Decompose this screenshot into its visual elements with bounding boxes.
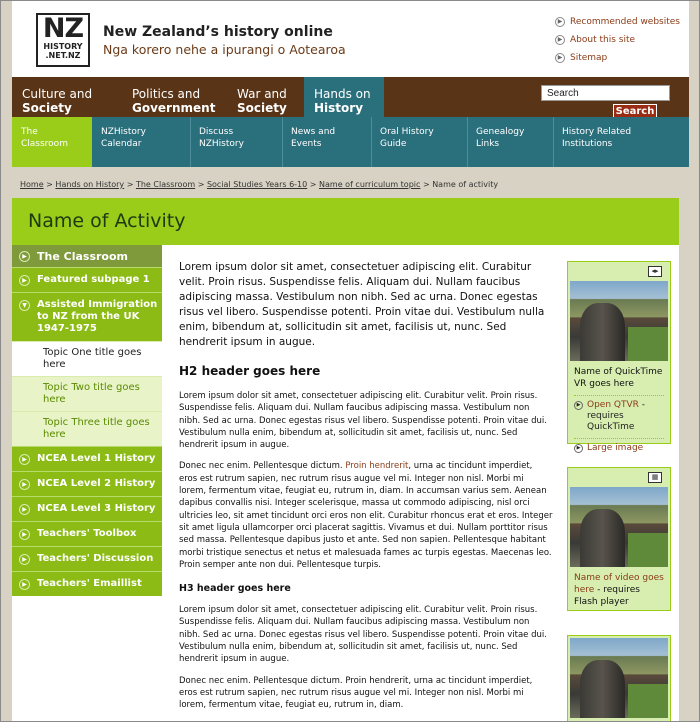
- paragraph: [179, 460, 553, 571]
- lawn-shape: [628, 684, 668, 718]
- breadcrumb-the-classroom[interactable]: The Classroom: [135, 180, 196, 189]
- panorama-icon: ◂▸: [648, 266, 662, 277]
- leftnav-item-featured-subpage[interactable]: [12, 267, 162, 292]
- image-thumbnail[interactable]: [570, 638, 668, 718]
- breadcrumb-home[interactable]: Home: [20, 180, 44, 189]
- mainnav-politics-government[interactable]: [122, 77, 222, 117]
- leftnav-item-teachers-discussion[interactable]: [12, 546, 162, 571]
- subnav-nzhistory-calendar[interactable]: [92, 117, 190, 167]
- leftnav-subitem-topic-two[interactable]: Topic Two title goes here: [12, 376, 162, 411]
- subnav-history-institutions[interactable]: [553, 117, 689, 167]
- video-thumbnail[interactable]: [570, 487, 668, 567]
- open-qtvr-suffix: - requires QuickTime: [587, 400, 645, 432]
- toplink-recommended-websites[interactable]: [555, 13, 680, 31]
- breadcrumb-separator: >: [309, 180, 317, 189]
- subnav-line2: Classroom: [21, 139, 68, 149]
- site-header: [12, 1, 689, 77]
- search-button[interactable]: Search: [613, 104, 657, 120]
- open-qtvr-text: [587, 400, 664, 433]
- subnav-line2: Links: [476, 139, 500, 149]
- chevron-right-icon: ▶: [19, 275, 30, 286]
- breadcrumb-hands-on-history[interactable]: Hands on History: [55, 180, 125, 189]
- page-title: Name of Activity: [28, 210, 186, 232]
- breadcrumb-separator: >: [126, 180, 134, 189]
- subnav-discuss-nzhistory[interactable]: [190, 117, 282, 167]
- site-logo[interactable]: [36, 13, 90, 67]
- lead-paragraph: Lorem ipsum dolor sit amet, consectetuer adipiscing elit. Curabitur velit. Proin risus. Suspendisse felis. Aliquam dui. Nullam faucibus adipiscing massa. Vestibulum non nibh. Sed ac urna. Donec egestas risus vel libero. Suspendisse potenti. Proin vitae dui. Vestibulum nulla enim, bibendum at, sollicitudin sit amet, facilisis ut, nunc. Sed hendrerit ipsum in augue.: [179, 261, 545, 348]
- paragraph-text: Donec nec enim. Pellentesque dictum.: [179, 461, 346, 472]
- open-qtvr-link[interactable]: Open QTVR: [587, 400, 639, 410]
- large-image-row: [568, 439, 670, 454]
- chevron-right-icon: ▶: [19, 579, 30, 590]
- breadcrumb-separator: >: [46, 180, 53, 189]
- breadcrumb-curriculum-topic[interactable]: Name of curriculum topic: [319, 180, 421, 189]
- main-content: [179, 260, 553, 721]
- chevron-right-icon: ▶: [555, 35, 565, 45]
- leftnav-item-assisted-immigration[interactable]: [12, 292, 162, 341]
- video-caption: [568, 567, 670, 608]
- subnav-line1: NZHistory: [101, 127, 146, 137]
- subnav-oral-history-guide[interactable]: [371, 117, 467, 167]
- mainnav-line1: War and: [237, 87, 287, 101]
- chevron-right-icon: ▶: [19, 454, 30, 465]
- leftnav-item-ncea-3[interactable]: [12, 496, 162, 521]
- leftnav-item-teachers-emaillist[interactable]: [12, 571, 162, 596]
- paragraph: Donec nec enim. Pellentesque dictum. Proin hendrerit, urna ac tincidunt imperdiet, eros est rutrum sapien, nec rutrum risus augue vel mi. Integer non nisl. Morbi mi lorem, fermentum vitae, feugiat eu, rutrum in, diam.: [179, 675, 533, 711]
- logo-nz: NZ: [42, 13, 84, 44]
- leftnav-item-label: Featured subpage 1: [37, 274, 150, 285]
- leftnav-heading-label: The Classroom: [37, 249, 128, 263]
- inline-link[interactable]: Proin hendrerit: [345, 461, 409, 472]
- chevron-right-icon: ▶: [574, 444, 583, 453]
- chevron-right-icon: ▶: [555, 17, 565, 27]
- leftnav-item-label: NCEA Level 3 History: [37, 503, 156, 514]
- leftnav-subitem-topic-one[interactable]: Topic One title goes here: [12, 341, 162, 376]
- breadcrumb-separator: >: [197, 180, 205, 189]
- leftnav-item-label: Teachers' Discussion: [37, 553, 154, 564]
- mainnav-line2: Society: [237, 101, 287, 115]
- breadcrumb-separator: >: [422, 180, 430, 189]
- building-shape: [580, 660, 625, 718]
- leftnav-item-label: Teachers' Toolbox: [37, 528, 137, 539]
- toplink-sitemap[interactable]: [555, 49, 680, 67]
- subnav-line1: The: [21, 127, 38, 137]
- video-widget: [567, 467, 671, 611]
- mainnav-culture-society[interactable]: [12, 77, 112, 117]
- leftnav-item-ncea-2[interactable]: [12, 471, 162, 496]
- mainnav-line2: Government: [132, 101, 216, 115]
- paragraph: Lorem ipsum dolor sit amet, consectetuer adipiscing elit. Curabitur velit. Proin risus. Suspendisse felis. Aliquam dui. Nullam faucibus adipiscing massa. Vestibulum non nibh. Sed ac urna. Donec egestas risus vel libero. Suspendisse potenti. Proin vitae dui. Vestibulum nulla enim, bibendum at, sollicitudin sit amet, facilisis ut, nunc. Sed hendrerit ipsum in augue.: [179, 605, 547, 665]
- qtvr-caption: Name of QuickTime VR goes here: [574, 367, 663, 389]
- mainnav-line1: Culture and: [22, 87, 93, 101]
- toplink-about[interactable]: [555, 31, 680, 49]
- subnav-line2: Calendar: [101, 139, 142, 149]
- subnav-line1: Discuss: [199, 127, 234, 137]
- mainnav-hands-on-history[interactable]: [304, 77, 384, 117]
- building-shape: [580, 303, 625, 361]
- chevron-right-icon: ▶: [19, 554, 30, 565]
- leftnav-item-label: Assisted Immigration to NZ from the UK 1947-1975: [37, 299, 158, 334]
- large-image-link[interactable]: Large image: [587, 443, 644, 453]
- sub-nav: [12, 117, 689, 167]
- leftnav-item-label: NCEA Level 1 History: [37, 453, 156, 464]
- title-band: [12, 198, 679, 245]
- chevron-right-icon: ▶: [19, 504, 30, 515]
- subnav-line2: Guide: [380, 139, 407, 149]
- site-subtitle: Nga korero nehe a ipurangi o Aotearoa: [103, 42, 346, 57]
- breadcrumb-current: Name of activity: [432, 180, 499, 189]
- h2-header: H2 header goes here: [179, 364, 321, 378]
- qtvr-widget: [567, 261, 671, 453]
- top-links: [555, 13, 680, 67]
- lawn-shape: [628, 533, 668, 567]
- mainnav-war-society[interactable]: [227, 77, 307, 117]
- image-widget: [567, 635, 671, 722]
- paragraph: Lorem ipsum dolor sit amet, consectetuer adipiscing elit. Curabitur velit. Proin risus. Suspendisse felis. Aliquam dui. Nullam faucibus adipiscing massa. Vestibulum non nibh. Sed ac urna. Donec egestas risus vel libero. Suspendisse potenti. Proin vitae dui. Vestibulum nulla enim, bibendum at, sollicitudin sit amet, facilisis ut, nunc. Sed hendrerit ipsum in augue.: [179, 391, 547, 451]
- subnav-genealogy-links[interactable]: [467, 117, 553, 167]
- leftnav-heading[interactable]: [12, 245, 162, 267]
- toplink-label: About this site: [570, 35, 636, 45]
- subnav-line1: History Related: [562, 127, 632, 137]
- h3-header: H3 header goes here: [179, 583, 291, 595]
- building-shape: [580, 509, 625, 567]
- subnav-line2: Events: [291, 139, 322, 149]
- mainnav-line1: Hands on: [314, 87, 371, 101]
- leftnav-item-teachers-toolbox[interactable]: [12, 521, 162, 546]
- site-title: New Zealand’s history online: [103, 24, 333, 40]
- leftnav-item-ncea-1[interactable]: [12, 446, 162, 471]
- logo-history: HISTORY: [43, 42, 83, 51]
- subnav-line1: Oral History: [380, 127, 434, 137]
- chevron-right-icon: ▶: [19, 529, 30, 540]
- subnav-line2: Institutions: [562, 139, 613, 149]
- mainnav-line2: History: [314, 101, 364, 115]
- film-icon: ▦: [648, 472, 662, 483]
- breadcrumb-social-studies[interactable]: Social Studies Years 6-10: [206, 180, 308, 189]
- mainnav-line2: Society: [22, 101, 72, 115]
- chevron-right-icon: ▶: [574, 401, 583, 410]
- subnav-line1: News and: [291, 127, 336, 137]
- left-nav: [12, 245, 162, 596]
- video-caption-link[interactable]: Name of video goes here: [574, 573, 664, 595]
- logo-netnz: .NET.NZ: [45, 51, 81, 60]
- toplink-label: Recommended websites: [570, 17, 680, 27]
- qtvr-thumbnail[interactable]: [570, 281, 668, 361]
- open-qtvr-row: [568, 396, 670, 433]
- breadcrumb: [20, 180, 498, 189]
- leftnav-item-label: NCEA Level 2 History: [37, 478, 156, 489]
- paragraph-text: , urna ac tincidunt imperdiet, eros est rutrum sapien, nec rutrum risus augue vel mi. Integer non nisl. Morbi mi lorem, fermentum vitae, feugiat eu, rutrum in, diam. In accumsan varius sem. Aenean dapibus convallis nisi. Integer scelerisque, massa ut commodo adipiscing, nisl orci ultricies leo, sit amet tincidunt orci eros non elit. Curabitur rhoncus erat et eros. Integer sit amet ligula ullamcorper orci placerat sagittis. Vivamus et dui. Nullam porttitor risus sed massa. Pellentesque dapibus justo et ante. Sed non sapien. Pellentesque habitant morbi tristique senectus et netus et malesuada fames ac turpis egestas. Maecenas leo. Proin semper ante non dui. Pellentesque turpis.: [179, 461, 553, 570]
- subnav-line1: Genealogy: [476, 127, 525, 137]
- lawn-shape: [628, 327, 668, 361]
- chevron-right-icon: ▶: [19, 479, 30, 490]
- toplink-label: Sitemap: [570, 53, 608, 63]
- mainnav-line1: Politics and: [132, 87, 201, 101]
- leftnav-subitem-topic-three[interactable]: Topic Three title goes here: [12, 411, 162, 446]
- chevron-down-icon: ▼: [19, 300, 30, 311]
- video-caption-suffix: - requires Flash player: [574, 585, 640, 607]
- subnav-the-classroom[interactable]: [12, 117, 92, 167]
- search-input[interactable]: [541, 85, 670, 101]
- subnav-news-events[interactable]: [282, 117, 371, 167]
- chevron-right-icon: ▶: [555, 53, 565, 63]
- chevron-right-icon: ▶: [19, 251, 30, 262]
- leftnav-item-label: Teachers' Emaillist: [37, 578, 142, 589]
- subnav-line2: NZHistory: [199, 139, 244, 149]
